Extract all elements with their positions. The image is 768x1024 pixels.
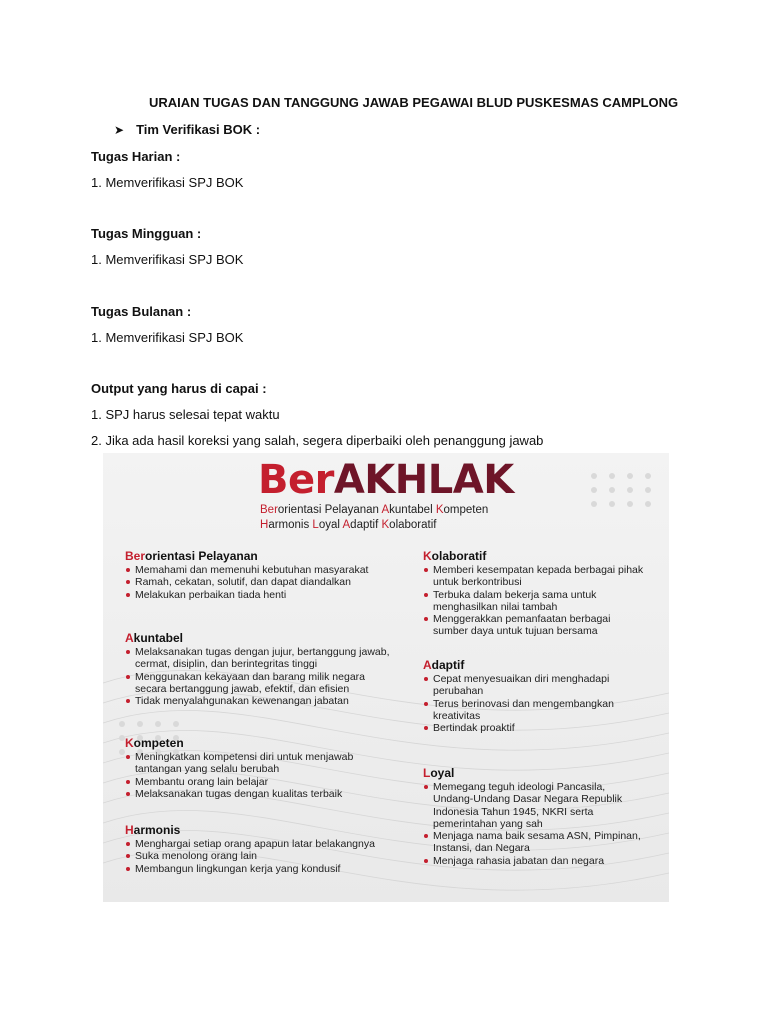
monthly-item: 1. Memverifikasi SPJ BOK	[91, 330, 244, 345]
daily-item: 1. Memverifikasi SPJ BOK	[91, 175, 244, 190]
subtitle-text: oyal	[318, 519, 343, 531]
subtitle-hl: H	[260, 519, 269, 531]
title-rest: olaboratif	[431, 549, 487, 563]
weekly-heading: Tugas Mingguan :	[91, 226, 202, 241]
subtitle-text: ompeten	[443, 504, 489, 516]
section-berorientasi	[125, 549, 390, 601]
section-title	[423, 549, 648, 563]
page-title: URAIAN TUGAS DAN TANGGUNG JAWAB PEGAWAI BLUD PUSKESMAS CAMPLONG	[149, 95, 679, 110]
title-initial: K	[423, 549, 432, 563]
infographic-title	[258, 457, 514, 503]
list-item: Suka menolong orang lain	[125, 850, 405, 862]
title-initial: H	[125, 823, 134, 837]
section-title	[125, 736, 390, 750]
list-item: Bertindak proaktif	[423, 722, 648, 734]
section-list	[423, 564, 648, 638]
team-label: Tim Verifikasi BOK :	[136, 122, 261, 137]
title-rest: kuntabel	[133, 631, 184, 645]
subtitle-text: olaboratif	[389, 519, 437, 531]
list-item: Memberi kesempatan kepada berbagai pihak untuk berkontribusi	[423, 564, 648, 589]
list-item: Menghargai setiap orang apapun latar belakangnya	[125, 838, 405, 850]
subtitle-text: armonis	[268, 519, 313, 531]
title-rest: oyal	[430, 766, 455, 780]
title-ber: Ber	[258, 457, 334, 503]
list-item: Melaksanakan tugas dengan jujur, bertanggung jawab, cermat, disiplin, dan berintegritas tinggi	[125, 646, 390, 671]
title-initial: Ber	[125, 549, 146, 563]
monthly-heading: Tugas Bulanan :	[91, 304, 192, 319]
list-item: Menjaga nama baik sesama ASN, Pimpinan, Instansi, dan Negara	[423, 830, 648, 855]
section-list	[125, 838, 405, 875]
section-list	[423, 781, 648, 867]
output-item-2: 2. Jika ada hasil koreksi yang salah, segera diperbaiki oleh penanggung jawab	[91, 433, 544, 448]
list-item: Terus berinovasi dan mengembangkan kreativitas	[423, 698, 648, 723]
list-item: Ramah, cekatan, solutif, dan dapat diandalkan	[125, 576, 390, 588]
list-item: Cepat menyesuaikan diri menghadapi perubahan	[423, 673, 648, 698]
section-harmonis	[125, 823, 405, 875]
team-label-row	[114, 122, 260, 137]
list-item: Menggunakan kekayaan dan barang milik negara secara bertanggung jawab, efektif, dan efisien	[125, 671, 390, 696]
section-title	[423, 766, 648, 780]
subtitle-hl: K	[381, 519, 390, 531]
title-initial: A	[423, 658, 432, 672]
subtitle-hl: A	[342, 519, 351, 531]
list-item: Tidak menyalahgunakan kewenangan jabatan	[125, 695, 390, 707]
section-list	[125, 751, 390, 800]
subtitle-text: daptif	[350, 519, 382, 531]
section-title	[125, 631, 390, 645]
section-akuntabel	[125, 631, 390, 707]
title-rest: armonis	[133, 823, 181, 837]
subtitle-text: kuntabel	[389, 504, 436, 516]
subtitle-line-2	[260, 519, 436, 531]
list-item: Melaksanakan tugas dengan kualitas terbaik	[125, 788, 390, 800]
list-item: Terbuka dalam bekerja sama untuk menghasilkan nilai tambah	[423, 589, 648, 614]
title-initial: A	[125, 631, 134, 645]
list-item: Memegang teguh ideologi Pancasila, Undang-Undang Dasar Negara Republik Indonesia Tahun 1945, NKRI serta pemerintahan yang sah	[423, 781, 648, 830]
list-item: Menggerakkan pemanfaatan berbagai sumber daya untuk tujuan bersama	[423, 613, 648, 638]
section-title	[423, 658, 648, 672]
section-title	[125, 549, 390, 563]
list-item: Memahami dan memenuhi kebutuhan masyarakat	[125, 564, 390, 576]
section-list	[423, 673, 648, 734]
list-item: Membangun lingkungan kerja yang kondusif	[125, 863, 405, 875]
arrow-bullet-icon: ➤	[114, 123, 125, 137]
list-item: Melakukan perbaikan tiada henti	[125, 589, 390, 601]
dot-pattern-right	[591, 473, 655, 507]
weekly-item: 1. Memverifikasi SPJ BOK	[91, 252, 244, 267]
section-list	[125, 646, 390, 707]
berakhlak-infographic	[103, 453, 669, 902]
section-title	[125, 823, 405, 837]
section-loyal	[423, 766, 648, 867]
subtitle-hl: L	[312, 519, 319, 531]
section-adaptif	[423, 658, 648, 734]
section-kompeten	[125, 736, 390, 800]
title-akhlak: AKHLAK	[333, 457, 514, 503]
daily-heading: Tugas Harian :	[91, 149, 181, 164]
title-initial: L	[423, 766, 431, 780]
title-rest: ompeten	[133, 736, 184, 750]
subtitle-text: orientasi Pelayanan	[277, 504, 382, 516]
list-item: Meningkatkan kompetensi diri untuk menjawab tantangan yang selalu berubah	[125, 751, 390, 776]
subtitle-hl: K	[435, 504, 444, 516]
title-rest: daptif	[431, 658, 465, 672]
subtitle-hl: A	[381, 504, 390, 516]
output-heading: Output yang harus di capai :	[91, 381, 267, 396]
title-initial: K	[125, 736, 134, 750]
list-item: Membantu orang lain belajar	[125, 776, 390, 788]
subtitle-hl: Ber	[260, 504, 278, 516]
subtitle-line-1	[260, 504, 488, 516]
list-item: Menjaga rahasia jabatan dan negara	[423, 855, 648, 867]
output-item-1: 1. SPJ harus selesai tepat waktu	[91, 407, 280, 422]
section-list	[125, 564, 390, 601]
section-kolaboratif	[423, 549, 648, 638]
title-rest: orientasi Pelayanan	[145, 549, 258, 563]
